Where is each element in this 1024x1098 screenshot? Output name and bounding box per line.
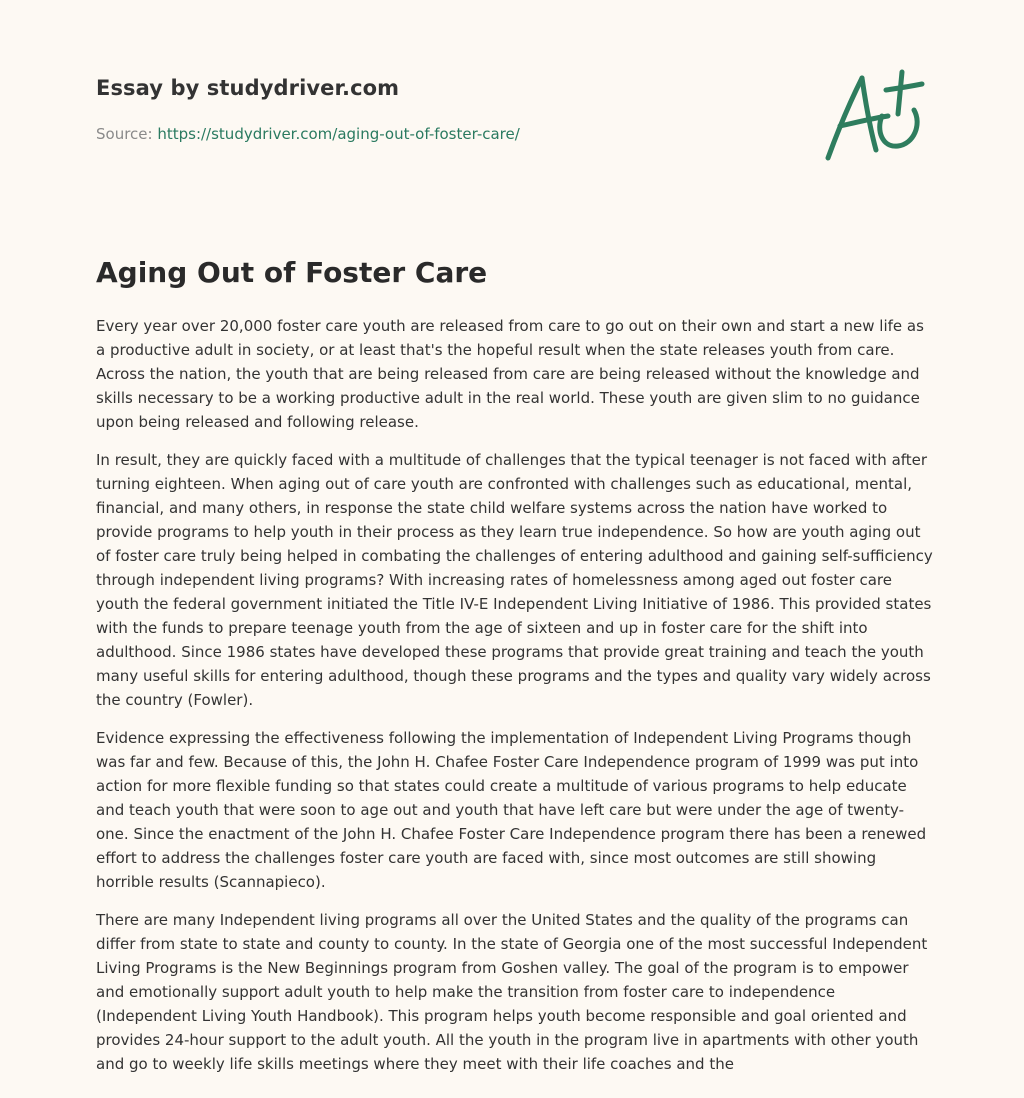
- essay-paragraph: Every year over 20,000 foster care youth are released from care to go out on their own and start a new life as a productive adult in society, or at least that's the hopeful result when the state releases youth from care. Across the nation, the youth that are being released from care are being released without the knowledge and skills necessary to be a working productive adult in the real world. These youth are given slim to no guidance upon being released and following release.: [96, 317, 924, 431]
- source-label: Source:: [96, 125, 158, 143]
- essay-body: [96, 314, 936, 1090]
- essay-title: Aging Out of Foster Care: [96, 256, 488, 289]
- source-link[interactable]: https://studydriver.com/aging-out-of-foster-care/: [157, 125, 520, 143]
- source-line: [96, 125, 520, 143]
- site-title: Essay by studydriver.com: [96, 76, 400, 100]
- essay-paragraph: Evidence expressing the effectiveness following the implementation of Independent Living Programs though was far and few. Because of this, the John H. Chafee Foster Care Independence program of 1999 was put into action for more flexible funding so that states could create a multitude of various programs to help educate and teach youth that were soon to age out and youth that have left care but were under the age of twenty-one. Since the enactment of the John H. Chafee Foster Care Independence program there has been a renewed effort to address the challenges foster care youth are faced with, since most outcomes are still showing horrible results (Scannapieco).: [96, 729, 927, 891]
- a-plus-grade-icon: [822, 66, 926, 166]
- essay-paragraph: There are many Independent living programs all over the United States and the quality of the programs can differ from state to state and county to county. In the state of Georgia one of the most successful Independent Living Programs is the New Beginnings program from Goshen valley. The goal of the program is to empower and emotionally support adult youth to help make the transition from foster care to independence (Independent Living Youth Handbook). This program helps youth become responsible and goal oriented and provides 24-hour support to the adult youth. All the youth in the program live in apartments with other youth and go to weekly life skills meetings where they meet with their life coaches and the: [96, 911, 928, 1073]
- essay-paragraph: In result, they are quickly faced with a multitude of challenges that the typical teenager is not faced with after turning eighteen. When aging out of care youth are confronted with challenges such as educational, mental, financial, and many others, in response the state child welfare systems across the nation have worked to provide programs to help youth in their process as they learn true independence. So how are youth aging out of foster care truly being helped in combating the challenges of entering adulthood and gaining self-sufficiency through independent living programs? With increasing rates of homelessness among aged out foster care youth the federal government initiated the Title IV-E Independent Living Initiative of 1986. This provided states with the funds to prepare teenage youth from the age of sixteen and up in foster care for the shift into adulthood. Since 1986 states have developed these programs that provide great training and teach the youth many useful skills for entering adulthood, though these programs and the types and quality vary widely across the country (Fowler).: [96, 451, 933, 709]
